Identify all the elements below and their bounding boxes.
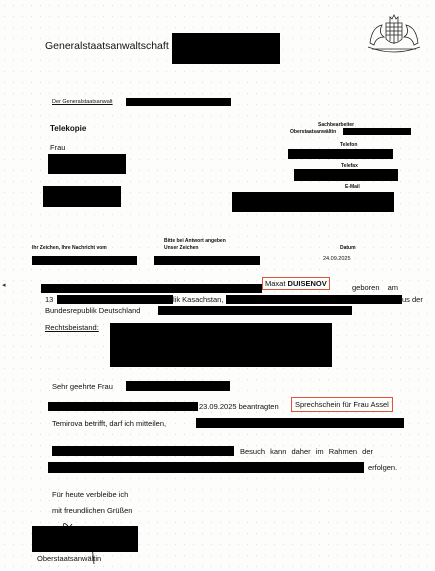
redaction-fax (294, 169, 398, 181)
redaction-nationality (226, 295, 402, 304)
unser-zeichen-label-line2: Unser Zeichen (164, 245, 199, 251)
doc-type: Telekopie (50, 124, 87, 133)
redaction-signatory-name (32, 526, 138, 552)
person-first-name: Maxat (265, 279, 286, 288)
redaction-ihr-zeichen (32, 256, 137, 265)
role-label: Oberstaatsanwältin (290, 129, 337, 135)
birth-date-prefix: 13 (45, 295, 54, 304)
office-name: Generalstaatsanwaltschaft (45, 40, 169, 52)
redaction-subject (41, 284, 262, 293)
redaction-clerk-name (343, 128, 411, 135)
recipient-salutation: Frau (50, 143, 66, 152)
redaction-paragraph-line-3 (196, 418, 404, 428)
geboren-text: geboren am (352, 283, 399, 292)
person-name-highlight (262, 277, 330, 290)
redaction-birth-date-place (57, 295, 173, 304)
redaction-email (232, 192, 394, 212)
redaction-paragraph-line-5 (48, 462, 364, 473)
paragraph-line-4: Besuch kann daher im Rahmen der (240, 447, 373, 456)
country-text: Bundesrepublik Deutschland (45, 306, 141, 315)
greeting: Sehr geehrte Frau (52, 382, 113, 391)
bavarian-coat-of-arms-icon (364, 13, 424, 55)
redaction-sender-address (126, 98, 231, 106)
sender-line: Der Generalstaatsanwalt (52, 99, 113, 105)
redaction-addressee-name (126, 381, 230, 391)
citizenship-fragment: us der (402, 295, 423, 304)
telefax-label: Telefax (341, 163, 358, 169)
redaction-recipient-name (48, 154, 126, 174)
redaction-phone (288, 149, 393, 159)
closing-line-1: Für heute verbleibe ich (52, 490, 129, 499)
redaction-lawyer-details (110, 323, 332, 367)
redaction-unser-zeichen (154, 256, 260, 265)
place-fragment: lik Kasachstan, (173, 295, 224, 304)
margin-mark-left: ◂ (2, 282, 6, 289)
paragraph-line-5-end: erfolgen. (368, 463, 398, 472)
sprechschein-highlight: Sprechschein für Frau Assel (291, 397, 393, 412)
redaction-paragraph-start (48, 402, 198, 411)
redaction-office-location (172, 33, 280, 64)
unser-zeichen-label-line1: Bitte bei Antwort angeben (164, 238, 226, 244)
telefon-label: Telefon (340, 142, 358, 148)
redaction-country-detail (158, 306, 352, 315)
rechtsbeistand-label: Rechtsbeistand: (45, 323, 99, 332)
email-label: E-Mail (345, 184, 360, 190)
datum-label: Datum (340, 245, 356, 251)
sachbearbeiter-label: Sachbearbeiter (318, 122, 355, 128)
closing-line-2: mit freundlichen Grüßen (52, 506, 133, 515)
datum-value: 24.09.2025 (323, 256, 351, 262)
redaction-paragraph-line-4 (52, 446, 234, 456)
paragraph-line-3: Temirova betrifft, darf ich mitteilen, (52, 419, 167, 428)
ihr-zeichen-label: Ihr Zeichen, Ihre Nachricht vom (32, 245, 107, 251)
signature-role: Oberstaatsanwältin (37, 554, 102, 563)
person-last-name: DUISENOV (287, 279, 327, 288)
redaction-recipient-address (43, 186, 121, 207)
request-date-text: 23.09.2025 beantragten (199, 402, 279, 411)
